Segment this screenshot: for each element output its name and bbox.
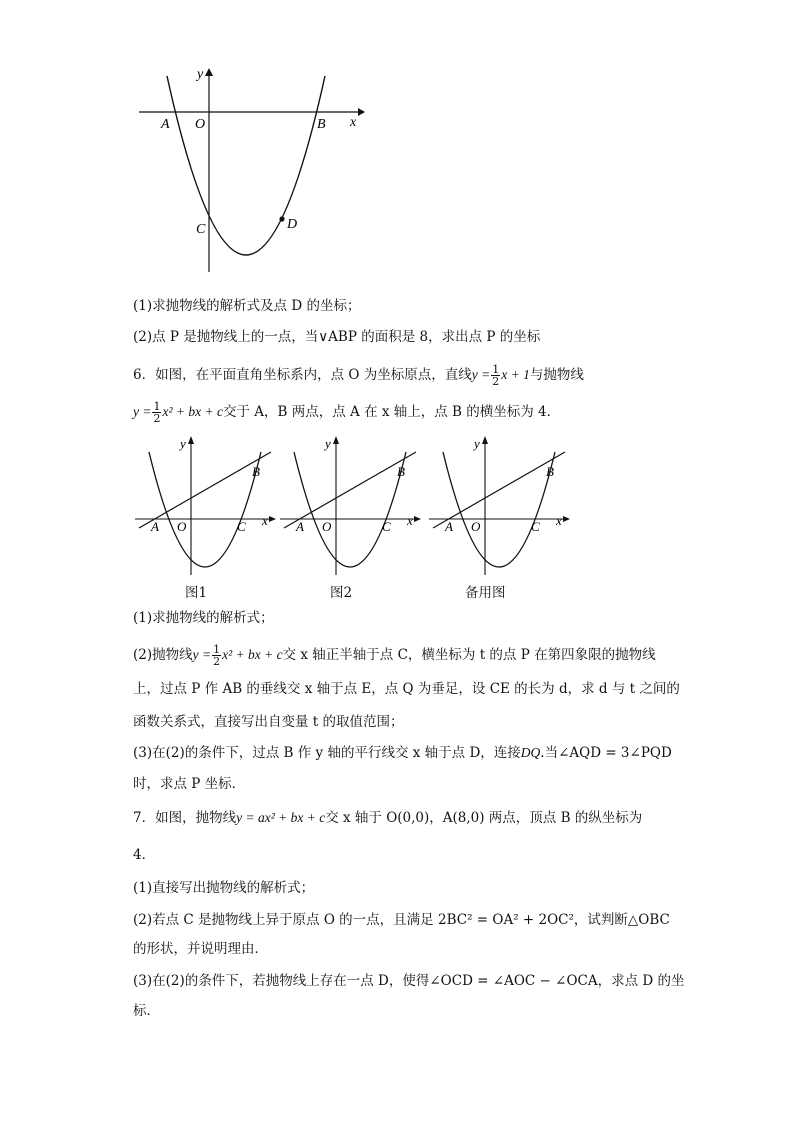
label-b: B — [546, 464, 554, 479]
figure-parabola-problem5 — [133, 62, 373, 280]
p6-intro-line2-tail: 交于 A，B 两点，点 A 在 x 轴上，点 B 的横坐标为 4． — [222, 404, 561, 420]
label-x: x — [556, 513, 562, 528]
x-axis-arrow — [358, 108, 365, 116]
label-y: y — [197, 67, 204, 82]
y-axis-arrow — [188, 436, 194, 444]
p7-intro-line2: 4． — [133, 847, 156, 863]
label-o: O — [322, 519, 332, 534]
x-axis-arrow — [563, 516, 570, 522]
half-fraction — [212, 644, 221, 667]
x-axis-arrow — [269, 516, 276, 522]
p6-intro-line2 — [133, 397, 560, 427]
p5-question-1: (1)求抛物线的解析式及点 D 的坐标； — [133, 298, 361, 314]
label-d: D — [287, 217, 298, 232]
caption-fig1: 图1 — [185, 585, 208, 601]
parabola-curve — [443, 452, 555, 567]
p6-q2-text-a: (2)抛物线 — [133, 647, 193, 663]
label-y: y — [180, 436, 186, 451]
caption-fig2: 图2 — [330, 585, 353, 601]
half-fraction — [152, 401, 161, 424]
label-a: A — [296, 519, 304, 534]
point-d-dot — [279, 216, 284, 221]
caption-spare: 备用图 — [465, 585, 506, 601]
p6-question-2-line1 — [133, 640, 656, 670]
label-o: O — [471, 519, 481, 534]
p7-question-2-line1: (2)若点 C 是抛物线上异于原点 O 的一点，且满足 2BC² = OA² + 2OC²，试判断△OBC — [133, 912, 670, 928]
p6-intro-text-a: 6．如图，在平面直角坐标系内，点 O 为坐标原点，直线 — [133, 367, 472, 383]
p7-question-3-line2: 标． — [133, 1003, 160, 1019]
p7-parabola-formula: y = ax² + bx + c — [236, 810, 326, 825]
label-b: B — [397, 464, 405, 479]
p7-intro-text-a: 7．如图，抛物线 — [133, 810, 237, 826]
p7-question-2-line2: 的形状，并说明理由． — [133, 941, 268, 957]
p7-intro-line1 — [133, 808, 642, 828]
fraction-denominator: 2 — [492, 375, 500, 388]
parabola-eq-lhs: y = — [133, 404, 152, 419]
figure-problem6-spare — [427, 432, 572, 577]
fraction-numerator: 1 — [153, 400, 161, 413]
label-a: A — [445, 519, 453, 534]
p6-intro-text-b: 与抛物线 — [529, 367, 584, 383]
parabola-curve — [167, 76, 325, 255]
parabola-curve — [149, 452, 261, 567]
label-c: C — [237, 519, 246, 534]
label-o: O — [195, 117, 206, 132]
p7-intro-text-b: 交 x 轴于 O(0,0)，A(8,0) 两点，顶点 B 的纵坐标为 — [325, 810, 643, 826]
label-c: C — [531, 519, 540, 534]
p7-question-1: (1)直接写出抛物线的解析式； — [133, 880, 315, 896]
label-x: x — [350, 115, 357, 130]
label-a: A — [161, 117, 170, 132]
p6-question-3-line2: 时，求点 P 坐标． — [133, 776, 246, 792]
p7-question-3-line1: (3)在(2)的条件下，若抛物线上存在一点 D，使得∠OCD = ∠AOC − ∠OCA，求点 D 的坐 — [133, 973, 685, 989]
label-o: O — [177, 519, 187, 534]
parabola-eq-rhs: x² + bx + c — [162, 404, 223, 419]
label-c: C — [382, 519, 391, 534]
y-axis-arrow — [482, 436, 488, 444]
fraction-denominator: 2 — [213, 655, 221, 668]
line-eq-rhs: x + 1 — [501, 367, 530, 382]
label-b: B — [252, 464, 260, 479]
label-x: x — [262, 513, 268, 528]
p6-intro-line1 — [133, 360, 584, 390]
x-axis-arrow — [414, 516, 421, 522]
p5-question-2: (2)点 P 是抛物线上的一点，当∨ABP 的面积是 8，求出点 P 的坐标 — [133, 329, 541, 345]
p6-question-2-line3: 函数关系式，直接写出自变量 t 的取值范围； — [133, 714, 404, 730]
label-b: B — [317, 117, 326, 132]
y-axis-arrow — [333, 436, 339, 444]
p6-q2-text-b: 交 x 轴正半轴于点 C，横坐标为 t 的点 P 在第四象限的抛物线 — [282, 647, 656, 663]
p6-question-1: (1)求抛物线的解析式； — [133, 610, 274, 626]
fraction-denominator: 2 — [153, 412, 161, 425]
p6-q3-text-a: (3)在(2)的条件下，过点 B 作 y 轴的平行线交 x 轴于点 D，连接 — [133, 745, 521, 761]
y-axis-arrow — [205, 68, 213, 76]
half-fraction — [491, 364, 500, 387]
parabola-eq-lhs: y = — [192, 647, 212, 662]
figure-problem6-fig2 — [278, 432, 423, 577]
label-y: y — [474, 436, 480, 451]
label-a: A — [151, 519, 159, 534]
parabola-curve — [294, 452, 406, 567]
p6-q3-segment: DQ — [520, 745, 541, 760]
p6-question-3-line1 — [133, 743, 672, 763]
label-c: C — [196, 222, 206, 237]
figure-problem6-fig1 — [133, 432, 278, 577]
p6-question-2-line2: 上，过点 P 作 AB 的垂线交 x 轴于点 E，点 Q 为垂足，设 CE 的长为 d，求 d 与 t 之间的 — [133, 681, 680, 697]
fraction-numerator: 1 — [213, 643, 221, 656]
label-x: x — [407, 513, 413, 528]
line-eq-lhs: y = — [471, 367, 491, 382]
fraction-numerator: 1 — [492, 363, 500, 376]
label-y: y — [325, 436, 331, 451]
p6-q3-text-c: .当∠AQD = 3∠PQD — [540, 745, 672, 761]
parabola-eq-rhs: x² + bx + c — [222, 647, 283, 662]
